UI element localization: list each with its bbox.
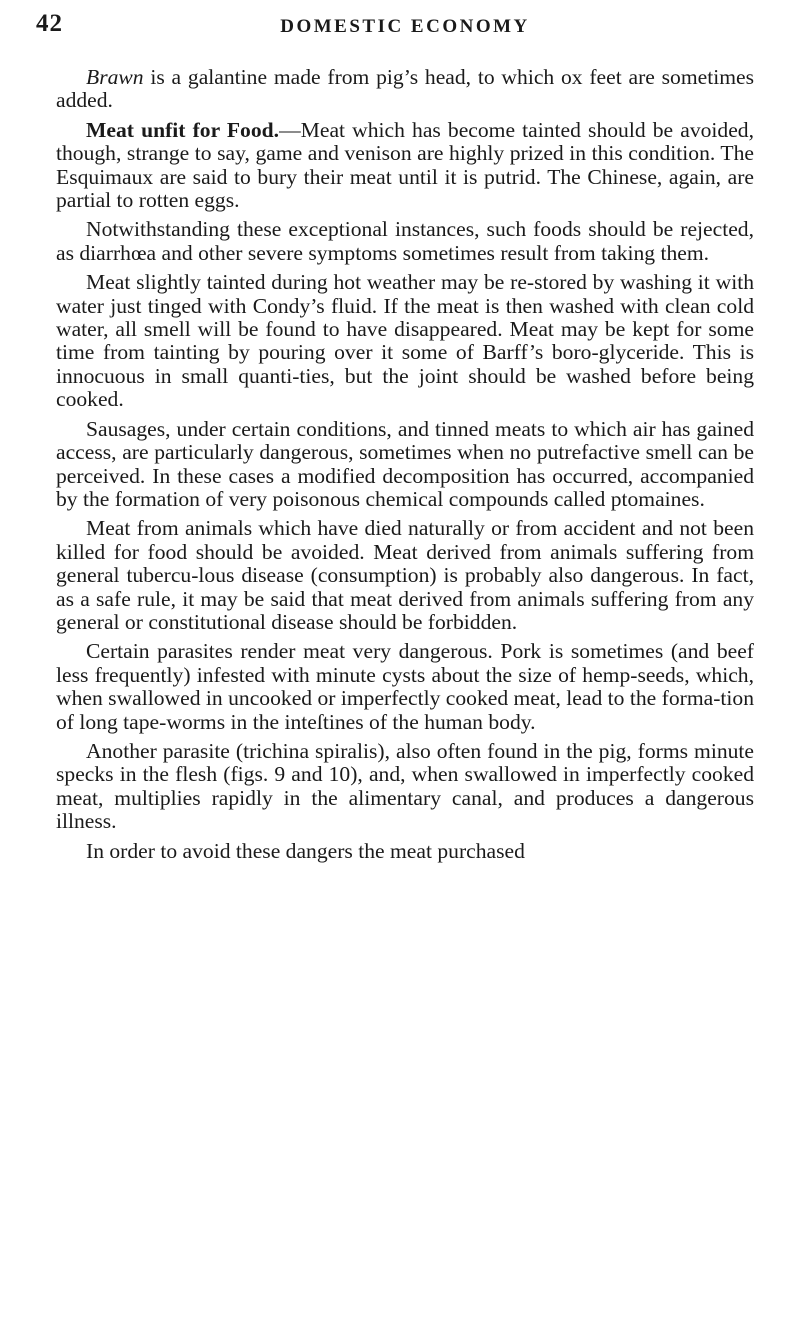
paragraph-brawn: [56, 66, 754, 113]
running-head: DOMESTIC ECONOMY: [280, 16, 530, 37]
paragraph-lead: Brawn: [86, 65, 144, 89]
paragraph-text: Sausages, under certain conditions, and tinned meats to which air has gained access, are particularly dangerous, sometimes when no putrefactive smell can be perceived. In these cases a modified decomposition has occurred, accompanied by the formation of very poisonous chemical compounds called ptomaines.: [56, 416, 754, 511]
paragraph-exceptional-instances: [56, 218, 754, 265]
paragraph-text: Another parasite (trichina spiralis), also often found in the pig, forms minute specks in the flesh (figs. 9 and 10), and, when swallowed in imperfectly cooked meat, multiplies rapidly in the alimentary canal, and produces a dangerous illness.: [56, 738, 754, 834]
body-text: [56, 66, 754, 869]
paragraph-diseased-animals: [56, 517, 754, 634]
book-page: [36, 0, 754, 1334]
paragraph-text: Notwithstanding these exceptional instances, such foods should be rejected, as diarrhœa and other severe symptoms sometimes result from taking them.: [56, 217, 754, 265]
paragraph-text: Meat slightly tainted during hot weather may be re-stored by washing it with water just tinged with Condy’s fluid. If the meat is then washed with clean cold water, all smell will be found to have disappeared. Meat may be kept for some time from tainting by pouring over it some of Barff’s boro-glyceride. This is innocuous in small quanti-ties, but the joint should be washed before being cooked.: [56, 270, 754, 412]
page-number: 42: [36, 10, 63, 37]
paragraph-avoid-dangers: [56, 840, 754, 863]
paragraph-tainted-meat: [56, 271, 754, 411]
paragraph-meat-unfit-for-food: [56, 119, 754, 213]
paragraph-text: In order to avoid these dangers the meat purchased: [86, 838, 525, 863]
paragraph-text: Meat from animals which have died naturally or from accident and not been killed for food should be avoided. Meat derived from animals suffering from general tubercu-lous disease (consumption) is probably also dangerous. In fact, as a safe rule, it may be said that meat derived from animals suffering from any general or constitutional disease should be forbidden.: [56, 516, 754, 634]
section-heading: Meat unfit for Food.: [86, 117, 280, 142]
paragraph-text: Certain parasites render meat very dangerous. Pork is sometimes (and beef less frequently) infested with minute cysts about the size of hemp-seeds, which, when swallowed in uncooked or imperfectly cooked meat, lead to the forma-tion of long tape-worms in the inteſtines of the human body.: [56, 639, 754, 734]
paragraph-sausages: [56, 418, 754, 512]
paragraph-text: —Meat which has become tainted should be avoided, though, strange to say, game and venison are highly prized in this condition. The Esquimaux are said to bury their meat until it is putrid. The Chinese, again, are partial to rotten eggs.: [56, 117, 754, 213]
paragraph-parasites: [56, 640, 754, 734]
paragraph-trichina: [56, 740, 754, 834]
paragraph-text: is a galantine made from pig’s head, to which ox feet are sometimes added.: [56, 65, 754, 113]
